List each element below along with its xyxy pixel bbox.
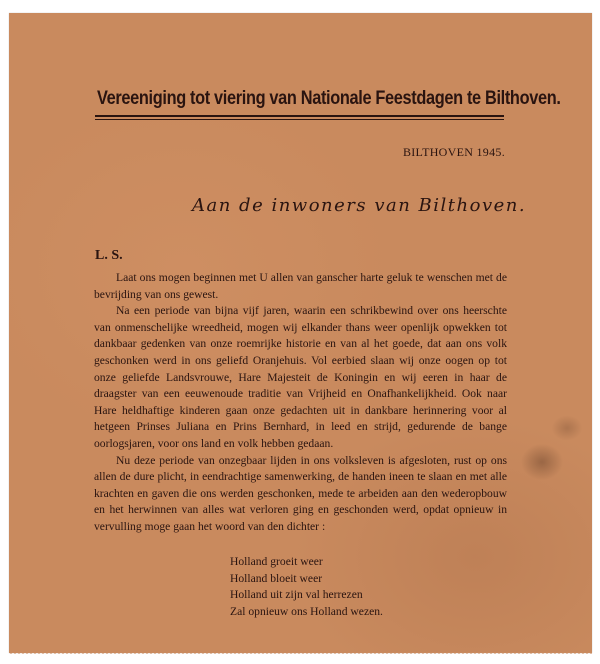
letter-body xyxy=(94,270,507,536)
poem-line: Holland groeit weer xyxy=(230,555,323,568)
poem xyxy=(230,554,383,620)
paragraph: Na een periode van bijna vijf jaren, waarin een schrikbewind over ons heerschte van onmenschelijke wreedheid, mogen wij elkander thans weer openlijk opwekken tot dankbaar gedenken van onze roemrijke historie en van al het goede, dat aan ons volk geschonken werd in ons geliefd Oranjehuis. Vol eerbied slaan wij onze oogen op tot onze geliefde Landsvrouwe, Hare Majesteit de Koningin en wij eeren in haar de draagster van een eeuwenoude traditie van Vrijheid en Onafhankelijkheid. Ook naar Hare heldhaftige kinderen gaan onze gedachten uit in dankbare herinnering voor al hetgeen Prinses Juliana en Prins Bernhard, in leed en strijd, gedurende de bange oorlogsjaren, voor ons land en volk hebben gedaan. xyxy=(94,304,507,450)
heading-rule-thin xyxy=(95,119,504,120)
poem-line: Zal opnieuw ons Holland wezen. xyxy=(230,604,383,618)
poem-line: Holland bloeit weer xyxy=(230,571,323,585)
paragraph: Nu deze periode van onzegbaar lijden in ons volksleven is afgesloten, rust op ons allen de dure plicht, in eendrachtige samenwerking, de handen ineen te slaan en met alle krachten en gaven die ons werden geschonken, mede te arbeiden aan den wederopbouw en het herwinnen van alles wat verloren ging en geschonden werd, opdat opnieuw in vervulling moge gaan het woord van den dichter : xyxy=(94,453,507,533)
address-line: Aan de inwoners van Bilthoven. xyxy=(192,195,527,216)
heading-rule-thick xyxy=(95,115,504,117)
paragraph: Laat ons mogen beginnen met U allen van ganscher harte geluk te wenschen met de bevrijding van ons gewest. xyxy=(94,271,507,301)
document-heading: Vereeniging tot viering van Nationale Feestdagen te Bilthoven. xyxy=(97,88,561,109)
poem-line: Holland uit zijn val herrezen xyxy=(230,588,363,601)
place-date: BILTHOVEN 1945. xyxy=(402,145,505,159)
salutation: L. S. xyxy=(95,248,123,263)
